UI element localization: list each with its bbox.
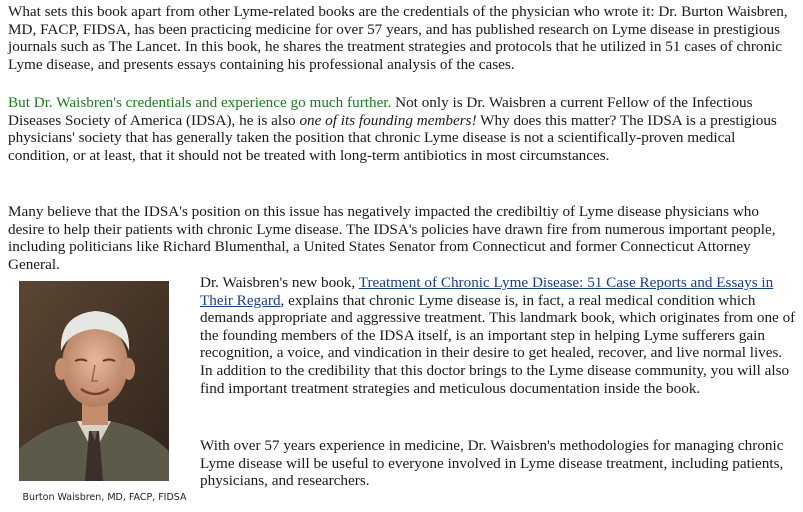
- founding-member-emphasis: one of its founding members!: [299, 111, 477, 129]
- author-portrait: [19, 281, 169, 481]
- experience-paragraph: With over 57 years experience in medicine, Dr. Waisbren's methodologies for managing chronic Lyme disease will be useful to everyone involved in Lyme disease treatment, including patients, physicians, and researchers.: [200, 437, 784, 490]
- intro-paragraph: What sets this book apart from other Lyme-related books are the credentials of the physician who wrote it: Dr. Burton Waisbren, MD, FACP, FIDSA, has been practicing medicine for over 57 years, and has published research on Lyme disease in prestigious journals such as The Lancet. In this book, he shares the treatment strategies and protocols that he utilized in 51 cases of chronic Lyme disease, and presents essays containing his professional analysis of the cases.: [8, 3, 788, 73]
- credentials-highlight: But Dr. Waisbren's credentials and experience go much further.: [8, 94, 392, 111]
- idsa-position-paragraph: Many believe that the IDSA's position on this issue has negatively impacted the credibiltiy of Lyme disease physicians who desire to help their patients with chronic Lyme disease. The IDSA's policies have drawn fire from numerous important people, including politicians like Richard Blumenthal, a United States Senator from Connecticut and former Connecticut Attorney General.: [8, 203, 776, 273]
- book-description-paragraph: [200, 274, 798, 397]
- portrait-caption: Burton Waisbren, MD, FACP, FIDSA: [22, 492, 187, 503]
- credentials-text-2: Why does this matter? The IDSA is a prestigious physicians' society that has generally taken the position that chronic Lyme disease is not a scientifically-proven medical condition, or at least, that it should not be treated with long-term antibiotics in most circumstances.: [8, 111, 777, 164]
- author-portrait-illustration: [19, 281, 169, 481]
- book-title-link[interactable]: Treatment of Chronic Lyme Disease: 51 Case Reports and Essays in Their Regard: [200, 274, 774, 309]
- credentials-text-1: Not only is Dr. Waisbren a current Fellow of the Infectious Diseases Society of America (IDSA), he is also: [8, 94, 753, 129]
- book-description-text: , explains that chronic Lyme disease is, in fact, a real medical condition which demands appropriate and aggressive treatment. This landmark book, which originates from one of the founding members of the IDSA itself, is an important step in helping Lyme sufferers gain recognition, a voice, and vindication in their desire to get healed, recover, and live normal lives. In addition to the credibility that this doctor brings to the Lyme disease community, you will also find important treatment strategies and meticulous documentation inside the book.: [200, 291, 796, 397]
- credentials-paragraph: [8, 94, 798, 164]
- book-description-intro: Dr. Waisbren's new book,: [200, 274, 359, 291]
